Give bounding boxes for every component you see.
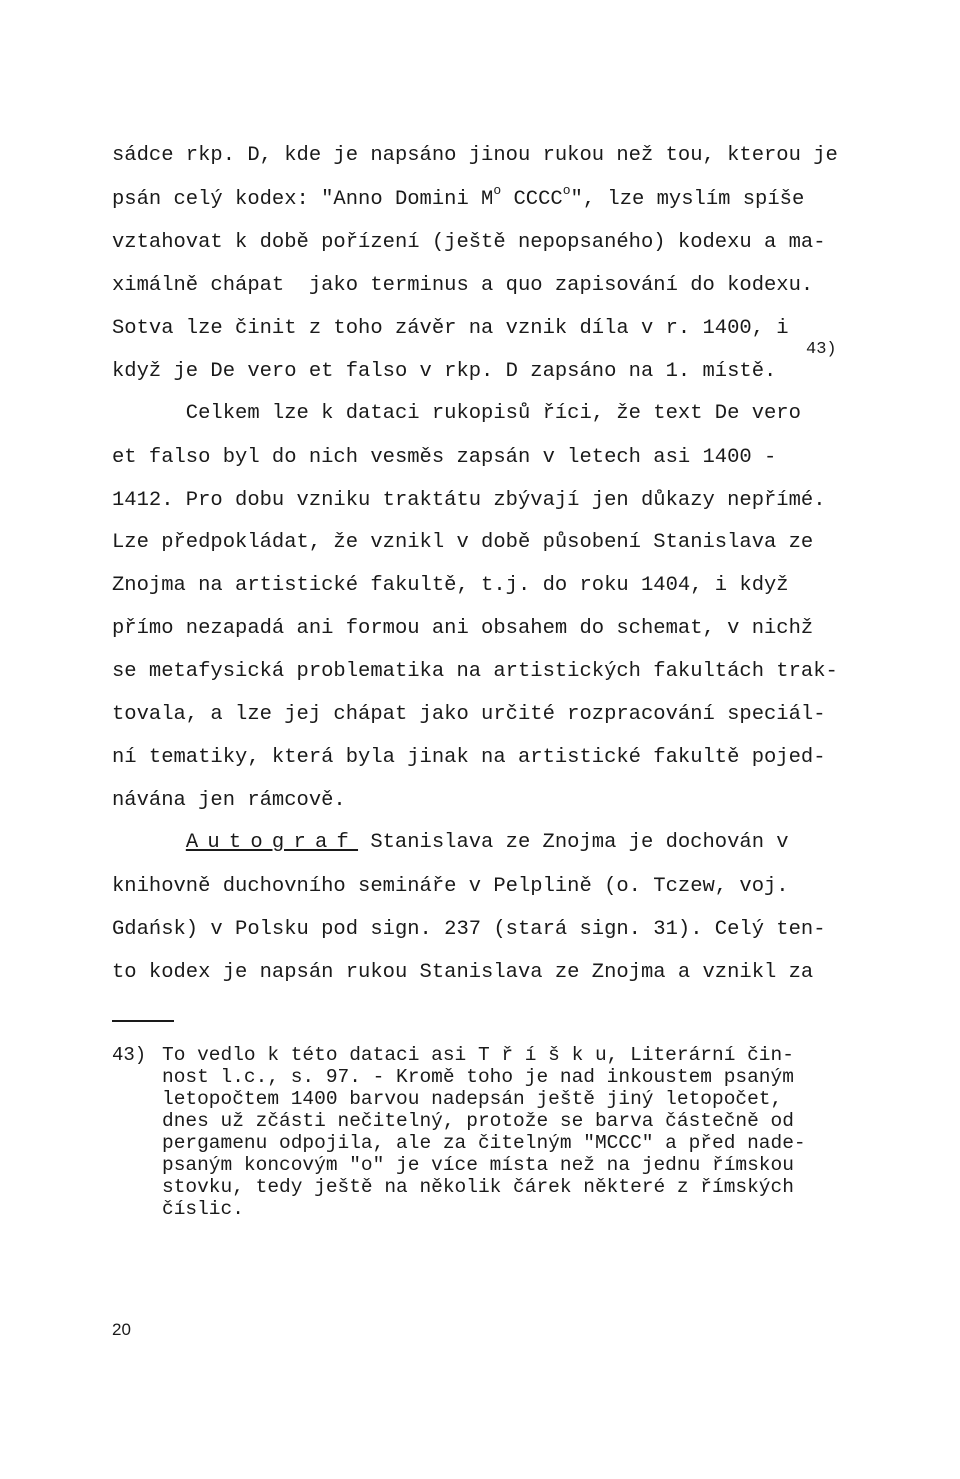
footnote-line-2: nost l.c., s. 97. - Kromě toho je nad inkoustem psaným	[162, 1066, 794, 1088]
footnote-line-1: To vedlo k této dataci asi T ř í š k u, Literární čin-	[162, 1044, 794, 1066]
body-line-13: se metafysická problematika na artistických fakultách trak-	[112, 660, 838, 683]
body-line-19: Gdańsk) v Polsku pod sign. 237 (stará sign. 31). Celý ten-	[112, 918, 826, 941]
body-line-1: sádce rkp. D, kde je napsáno jinou rukou než tou, kterou je	[112, 144, 838, 167]
footnote-separator	[112, 1020, 174, 1022]
body-line-17	[112, 831, 852, 855]
footnote-number: 43)	[112, 1044, 147, 1066]
footnote-line-8: číslic.	[162, 1198, 244, 1220]
page-number: 20	[112, 1320, 131, 1339]
body-line-2-mid: CCCC	[501, 188, 563, 211]
superscript-o: o	[562, 183, 571, 199]
footnote-line-7: stovku, tedy ještě na několik čárek některé z římských	[162, 1176, 794, 1198]
body-line-18: knihovně duchovního semináře v Pelplině (o. Tczew, voj.	[112, 875, 789, 898]
body-line-4: ximálně chápat jako terminus a quo zapisování do kodexu.	[112, 274, 814, 297]
body-line-7: Celkem lze k dataci rukopisů říci, že text De vero	[112, 402, 801, 425]
footnote-reference: 43)	[806, 340, 837, 359]
body-line-5: Sotva lze činit z toho závěr na vznik díla v r. 1400, i	[112, 317, 789, 340]
body-line-8: et falso byl do nich vesměs zapsán v letech asi 1400 -	[112, 446, 777, 469]
body-line-9: 1412. Pro dobu vzniku traktátu zbývají jen důkazy nepřímé.	[112, 489, 826, 512]
indent	[112, 831, 186, 854]
footnote-line-5: pergamenu odpojila, ale za čitelným "MCCC" a před nade-	[162, 1132, 806, 1154]
autograf-heading: Autograf	[185, 831, 359, 854]
body-line-10: Lze předpokládat, že vznikl v době působení Stanislava ze	[112, 531, 814, 554]
body-line-20: to kodex je napsán rukou Stanislava ze Znojma a vznikl za	[112, 961, 814, 984]
body-line-12: přímo nezapadá ani formou ani obsahem do schemat, v nichž	[112, 617, 814, 640]
superscript-o: o	[493, 183, 502, 199]
body-line-11: Znojma na artistické fakultě, t.j. do roku 1404, i když	[112, 574, 789, 597]
body-line-3: vztahovat k době pořízení (ještě nepopsaného) kodexu a ma-	[112, 231, 826, 254]
body-line-2	[112, 183, 852, 212]
body-line-14: tovala, a lze jej chápat jako určité rozpracování speciál-	[112, 703, 826, 726]
footnote-line-3: letopočtem 1400 barvou nadepsán ještě jiný letopočet,	[162, 1088, 783, 1110]
body-line-2-start: psán celý kodex: "Anno Domini M	[112, 188, 494, 211]
body-line-17-rest: Stanislava ze Znojma je dochován v	[358, 831, 789, 854]
body-line-16: návána jen rámcově.	[112, 789, 346, 812]
footnote-line-4: dnes už zčásti nečitelný, protože se barva částečně od	[162, 1110, 794, 1132]
footnote-line-6: psaným koncovým "o" je více místa než na jednu římskou	[162, 1154, 794, 1176]
body-line-2-end: ", lze myslím spíše	[570, 188, 805, 211]
body-line-6: když je De vero et falso v rkp. D zapsáno na 1. místě.	[112, 360, 777, 383]
body-line-15: ní tematiky, která byla jinak na artistické fakultě pojed-	[112, 746, 826, 769]
